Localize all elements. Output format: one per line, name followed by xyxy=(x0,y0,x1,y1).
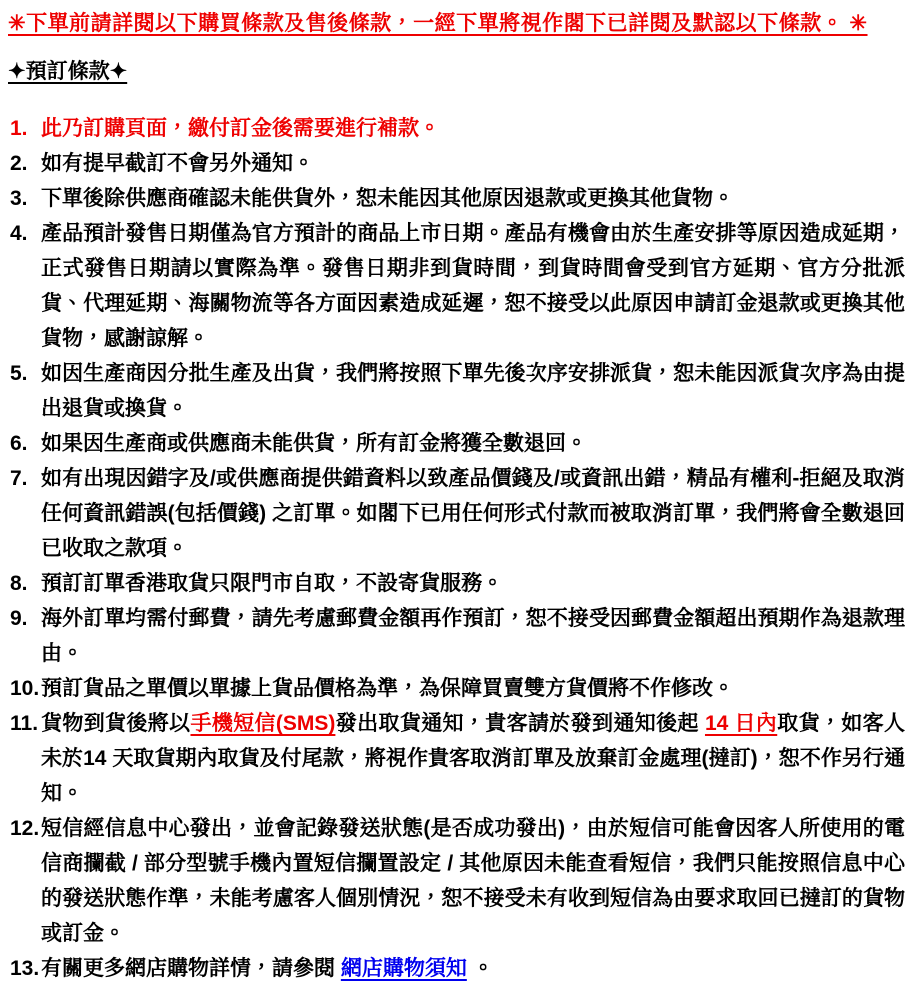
term-number: 12. xyxy=(10,817,40,840)
term-segment: 如有出現因錯字及/或供應商提供錯資料以致產品價錢及/或資訊出錯，精品有權利-拒絕及取消任何資訊錯誤(包括價錢) 之訂單。如閣下已用任何形式付款而被取消訂單，我們將會全數退回已收取之款項。 xyxy=(41,467,905,560)
term-item-2 xyxy=(8,146,905,181)
term-segment: 短信經信息中心發出，並會記錄發送狀態(是否成功發出)，由於短信可能會因客人所使用的電信商攔截 / 部分型號手機內置短信攔置設定 / 其他原因未能查看短信，我們只能按照信息中心的發送狀態作準，未能考慮客人個別情況，恕不接受未有收到短信為由要求取回已撻訂的貨物或訂金。 xyxy=(41,817,905,945)
term-number: 11. xyxy=(10,712,39,735)
term-number: 4. xyxy=(10,222,28,245)
term-segment: 。 xyxy=(466,957,494,980)
term-segment: 預訂貨品之單價以單據上貨品價格為準，為保障買賣雙方貨價將不作修改。 xyxy=(41,677,734,700)
term-segment: 發出取貨通知，貴客請於發到通知後起 xyxy=(335,712,705,735)
term-number: 13. xyxy=(10,957,40,980)
term-item-13 xyxy=(8,951,905,986)
term-item-6 xyxy=(8,426,905,461)
term-text xyxy=(41,146,905,181)
term-segment: 如因生產商因分批生產及出貨，我們將按照下單先後次序安排派貨，恕未能因派貨次序為由提出退貨或換貨。 xyxy=(41,362,905,420)
term-segment: 手機短信(SMS) xyxy=(190,712,336,735)
term-item-7 xyxy=(8,461,905,566)
term-number: 5. xyxy=(10,362,28,385)
term-segment: 貨物到貨後將以 xyxy=(41,712,191,735)
term-number: 9. xyxy=(10,607,28,630)
term-text xyxy=(41,811,905,951)
term-item-12 xyxy=(8,811,905,951)
term-text xyxy=(41,216,905,356)
term-segment: 如果因生產商或供應商未能供貨，所有訂金將獲全數退回。 xyxy=(41,432,587,455)
pre-order-warning-banner: ✳下單前請詳閱以下購買條款及售後條款，一經下單將視作閣下已詳閱及默認以下條款。 ✳ xyxy=(8,12,868,35)
term-text xyxy=(41,951,905,986)
term-number: 6. xyxy=(10,432,28,455)
shop-guide-link[interactable]: 網店購物須知 xyxy=(340,957,467,980)
term-segment: 有關更多網店購物詳情，請參閱 xyxy=(41,957,341,980)
term-text xyxy=(41,566,905,601)
term-text xyxy=(41,356,905,426)
term-number: 1. xyxy=(10,117,28,140)
term-item-11 xyxy=(8,706,905,811)
term-item-3 xyxy=(8,181,905,216)
term-segment: 此乃訂購頁面，繳付訂金後需要進行補款。 xyxy=(41,117,440,140)
term-item-9 xyxy=(8,601,905,671)
term-text xyxy=(41,461,905,566)
term-item-1 xyxy=(8,111,905,146)
term-text xyxy=(41,706,905,811)
term-number: 7. xyxy=(10,467,28,490)
term-segment: 取貨，如客人未於14 天取貨期內取貨及付尾款，將視作貴客取消訂單及放棄訂金處理(撻訂)，恕不作另行通知。 xyxy=(41,712,906,805)
term-number: 10. xyxy=(10,677,40,700)
term-segment: 14 日內 xyxy=(704,712,778,735)
term-segment: 下單後除供應商確認未能供貨外，恕未能因其他原因退款或更換其他貨物。 xyxy=(41,187,734,210)
term-item-4 xyxy=(8,216,905,356)
section-title-preorder-terms: ✦預訂條款✦ xyxy=(8,60,128,83)
term-segment: 預訂訂單香港取貨只限門市自取，不設寄貨服務。 xyxy=(41,572,503,595)
term-text xyxy=(41,111,905,146)
term-number: 8. xyxy=(10,572,28,595)
term-segment: 產品預計發售日期僅為官方預計的商品上市日期。產品有機會由於生產安排等原因造成延期，正式發售日期請以實際為準。發售日期非到貨時間，到貨時間會受到官方延期、官方分批派貨、代理延期、海關物流等各方面因素造成延遲，恕不接受以此原因申請訂金退款或更換其他貨物，感謝諒解。 xyxy=(41,222,905,350)
term-text xyxy=(41,671,905,706)
term-item-5 xyxy=(8,356,905,426)
term-text xyxy=(41,181,905,216)
term-item-8 xyxy=(8,566,905,601)
terms-list xyxy=(8,111,905,986)
term-text xyxy=(41,601,905,671)
term-number: 2. xyxy=(10,152,28,175)
term-number: 3. xyxy=(10,187,28,210)
term-item-10 xyxy=(8,671,905,706)
term-segment: 如有提早截訂不會另外通知。 xyxy=(41,152,314,175)
term-text xyxy=(41,426,905,461)
term-segment: 海外訂單均需付郵費，請先考慮郵費金額再作預訂，恕不接受因郵費金額超出預期作為退款理由。 xyxy=(41,607,905,665)
